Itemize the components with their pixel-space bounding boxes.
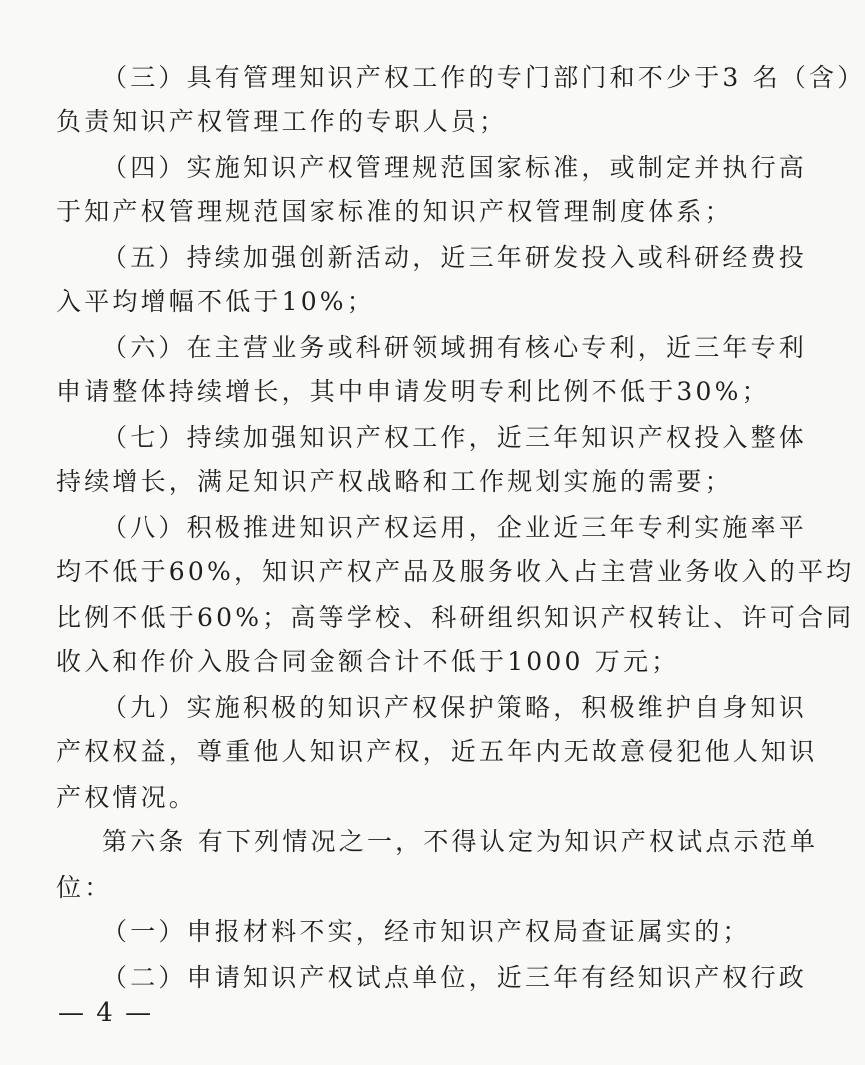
- text-line: 负责知识产权管理工作的专职人员；: [56, 107, 508, 136]
- text-line: （八）积极推进知识产权运用，企业近三年专利实施率平: [102, 513, 808, 542]
- text-line: （九）实施积极的知识产权保护策略，积极维护自身知识: [102, 693, 808, 722]
- text-line: 比例不低于60%；高等学校、科研组织知识产权转让、许可合同: [56, 603, 855, 632]
- text-line: 产权权益，尊重他人知识产权，近五年内无故意侵犯他人知识: [56, 737, 818, 766]
- text-line: 于知产权管理规范国家标准的知识产权管理制度体系；: [56, 197, 733, 226]
- text-line: （五）持续加强创新活动，近三年研发投入或科研经费投: [102, 243, 808, 272]
- text-line: 均不低于60%，知识产权产品及服务收入占主营业务收入的平均: [56, 557, 855, 586]
- text-line: （七）持续加强知识产权工作，近三年知识产权投入整体: [102, 423, 808, 452]
- text-line: 位：: [56, 873, 113, 902]
- text-line: （一）申报材料不实，经市知识产权局查证属实的；: [102, 917, 751, 946]
- text-line: （六）在主营业务或科研领域拥有核心专利，近三年专利: [102, 333, 808, 362]
- text-line: 持续增长，满足知识产权战略和工作规划实施的需要；: [56, 467, 733, 496]
- text-line: 收入和作价入股合同金额合计不低于1000 万元；: [56, 647, 680, 676]
- text-line: 申请整体持续增长，其中申请发明专利比例不低于30%；: [56, 377, 770, 406]
- text-line: （三）具有管理知识产权工作的专门部门和不少于3 名（含）: [102, 63, 865, 92]
- text-line: （二）申请知识产权试点单位，近三年有经知识产权行政: [102, 963, 808, 992]
- text-line: （四）实施知识产权管理规范国家标准，或制定并执行高: [102, 153, 808, 182]
- text-line: 第六条 有下列情况之一，不得认定为知识产权试点示范单: [102, 827, 819, 856]
- text-line: 产权情况。: [56, 783, 198, 812]
- page-number: — 4 —: [58, 998, 154, 1028]
- text-line: 入平均增幅不低于10%；: [56, 287, 375, 316]
